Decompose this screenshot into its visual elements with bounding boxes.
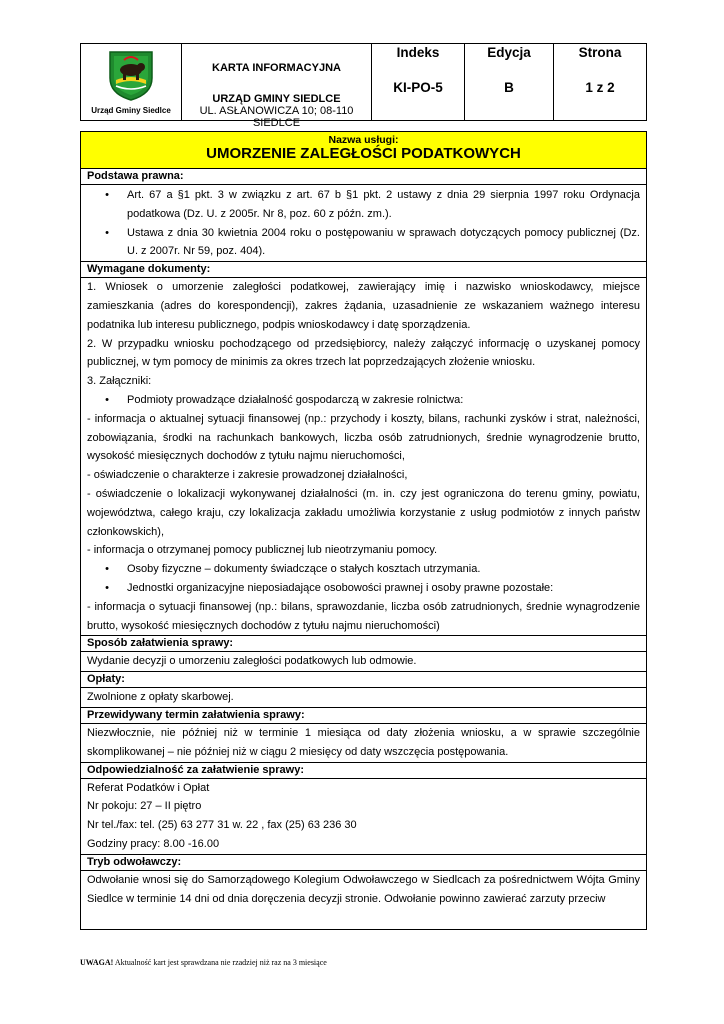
legal-basis-heading: Podstawa prawna: [81,169,646,185]
office-address: UL. ASŁANOWICZA 10; 08-110 SIEDLCE [199,105,354,129]
office-name: URZĄD GMINY SIEDLCE [212,93,341,105]
title-cell [182,44,372,129]
service-title-bar [81,132,646,169]
list-item: • Art. 67 a §1 pkt. 3 w związku z art. 67 b §1 pkt. 2 ustawy z dnia 29 sierpnia 1997 roku Ordynacja podatkowa (Dz. U. z 2005r. Nr 8, poz. 60 z późn. zm.). [87,186,640,224]
appeal-body: Odwołanie wnosi się do Samorządowego Kolegium Odwoławczego w Siedlcach za pośrednictwem Wójta Gminy Siedlce w terminie 14 dni od dnia doręczenia decyzji stronie. Odwołanie powinno zawierać zarzuty przeciw [87,873,640,905]
paragraph: - informacja o sytuacji finansowej (np.: bilans, sprawozdanie, liczba osób zatrudnionych, średnie wynagrodzenie brutto, wysokość miesięcznych dochodów z tytułu najmu nieruchomości) [87,600,640,632]
org-caption: Urząd Gminy Siedlce [91,106,171,115]
paragraph: - oświadczenie o lokalizacji wykonywanej działalności (m. in. czy jest ograniczona do terenu gminy, powiatu, województwa, całego kraju, czy lokalizacja zakładu umożliwia korzystanie z usług podmiotów z innych państw członkowskich), [87,487,640,538]
bullet-icon: • [105,581,109,594]
bullet-icon: • [105,563,109,576]
list-item: • Jednostki organizacyjne nieposiadające osobowości prawnej i osoby prawne pozostałe: [87,579,640,598]
municipal-crest-icon [106,48,156,102]
list-item: • Ustawa z dnia 30 kwietnia 2004 roku o postępowaniu w sprawach dotyczących pomocy publicznej (Dz. U. z 2007r. Nr 59, poz. 404). [87,224,640,262]
responsibility-body [81,779,646,855]
list-item: • Osoby fizyczne – dokumenty świadczące o stałych kosztach utrzymania. [87,560,640,579]
bullet-icon: • [105,393,109,406]
appeal-heading: Tryb odwoławczy: [81,855,646,871]
bullet-icon: • [105,189,109,201]
card-title: KARTA INFORMACYJNA [212,62,341,74]
office-hours: Godziny pracy: 8.00 -16.00 [87,837,220,850]
index-value: KI-PO-5 [393,80,443,95]
deadline-body: Niezwłocznie, nie później niż w terminie 1 miesiąca od daty złożenia wniosku, a w sprawie szczególnie skomplikowanej – nie później niż w ciągu 2 miesięcy od daty wszczęcia postępowania. [81,724,646,763]
warning-label: UWAGA! [80,958,114,967]
paragraph: 2. W przypadku wniosku pochodzącego od przedsiębiorcy, należy załączyć informację o uzyskanej pomocy publicznej, w tym pomocy de minimis za okres trzech lat poprzedzających złożenie wniosku. [87,337,640,369]
fees-heading: Opłaty: [81,672,646,688]
paragraph: - informacja o aktualnej sytuacji finansowej (np.: przychody i koszty, bilans, rachunki zysków i strat, należności, zobowiązania, środki na rachunkach bankowych, liczba osób zatrudnionych, średnie wynagrodzenie brutto, wysokość miesięcznych dochodów z tytułu najmu nieruchomości, [87,412,640,463]
paragraph: - informacja o otrzymanej pomocy publicznej lub nieotrzymaniu pomocy. [87,544,438,557]
paragraph: 1. Wniosek o umorzenie zaległości podatkowej, zawierający imię i nazwisko wnioskodawcy, miejsce zamieszkania (adres do korespondencji), zakres żądania, uzasadnienie ze wskazaniem ważnego interesu podatnika lub interesu publicznego, podpis wnioskodawcy i datę sporządzenia. [87,281,640,331]
edition-label: Edycja [487,45,531,60]
department-name: Referat Podatków i Opłat [87,781,210,794]
phone-fax: Nr tel./fax: tel. (25) 63 277 31 w. 22 , fax (25) 63 236 30 [87,819,357,832]
paragraph: 3. Załączniki: [87,375,152,388]
service-label: Nazwa usługi: [328,134,399,146]
room-number: Nr pokoju: 27 – II piętro [87,800,202,813]
method-body: Wydanie decyzji o umorzeniu zaległości podatkowych lub odmowie. [81,652,646,672]
footer-note [80,958,327,967]
documents-body [81,278,646,636]
edition-cell [465,44,554,120]
edition-value: B [504,80,514,95]
documents-heading: Wymagane dokumenty: [81,262,646,278]
info-table [80,131,647,930]
deadline-heading: Przewidywany termin załatwienia sprawy: [81,708,646,724]
legal-basis-body [81,185,646,262]
bullet-icon: • [105,226,109,239]
page-value: 1 z 2 [585,80,615,95]
responsibility-heading: Odpowiedzialność za załatwienie sprawy: [81,763,646,779]
page-label: Strona [578,45,622,60]
index-label: Indeks [396,45,440,60]
method-heading: Sposób załatwienia sprawy: [81,636,646,652]
logo-cell [81,44,182,120]
warning-text: Aktualność kart jest sprawdzana nie rzadziej niż raz na 3 miesiące [113,958,327,967]
service-name: UMORZENIE ZALEGŁOŚCI PODATKOWYCH [206,145,521,162]
header-table [80,43,647,129]
list-item: • Podmioty prowadzące działalność gospodarczą w zakresie rolnictwa: [87,391,640,410]
paragraph: - oświadczenie o charakterze i zakresie prowadzonej działalności, [87,469,408,482]
fees-body: Zwolnione z opłaty skarbowej. [81,688,646,708]
index-cell [372,44,465,120]
page-cell [554,44,646,120]
